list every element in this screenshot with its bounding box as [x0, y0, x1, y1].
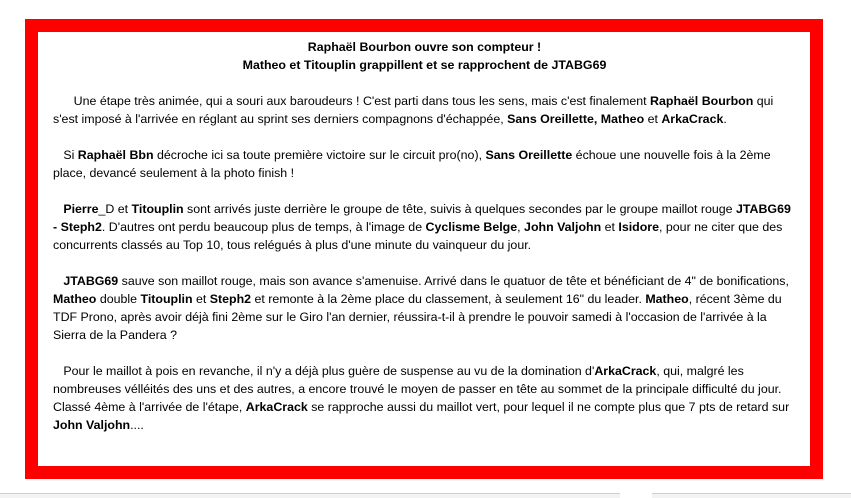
text-run: qui s'est imposé à l'arrivée en réglant au sprint ses derniers compagnons d'échappée,	[53, 94, 774, 126]
bold-name: JTABG69	[63, 274, 119, 288]
title-line-2: Matheo et Titouplin grappillent et se rapprochent de JTABG69	[242, 58, 607, 72]
text-run	[53, 202, 63, 216]
paragraph-1	[53, 92, 796, 128]
bold-name: Titouplin	[131, 202, 184, 216]
bold-name: Matheo	[53, 292, 97, 306]
text-run: .	[723, 112, 727, 126]
bold-name: ArkaCrack	[245, 400, 308, 414]
bold-name: John Valjohn	[53, 418, 131, 432]
red-frame	[25, 19, 823, 479]
bold-name: Titouplin	[140, 292, 193, 306]
text-run: et	[192, 292, 210, 306]
text-run: et	[601, 220, 619, 234]
bold-name: John Valjohn	[524, 220, 602, 234]
text-run: sont arrivés juste derrière le groupe de tête, suivis à quelques secondes par le groupe maillot rouge	[183, 202, 736, 216]
bold-name: Sans Oreillette	[485, 148, 573, 162]
bold-name: Isidore	[618, 220, 660, 234]
text-run: ,	[517, 220, 525, 234]
text-run	[53, 274, 63, 288]
text-run: Si	[53, 148, 78, 162]
bold-name: Sans Oreillette, Matheo	[507, 112, 645, 126]
text-run: , pour ne citer que des concurrents classés au Top 10, tous relégués à plus d'une minute du vainqueur du jour.	[53, 220, 783, 252]
bold-name: Raphaël Bourbon	[650, 94, 754, 108]
title-line-1: Raphaël Bourbon ouvre son compteur !	[307, 40, 542, 54]
text-run: , récent 3ème du TDF Prono, après avoir déjà fini 2ème sur le Giro l'an dernier, réussira-t-il à prendre le pouvoir samedi à l'occasion de l'arrivée à la Sierra de la Pandera ?	[53, 292, 782, 342]
text-run: _D et	[98, 202, 132, 216]
bold-name: ArkaCrack	[661, 112, 724, 126]
text-run: , qui, malgré les nombreuses vélléités des uns et des autres, a encore trouvé le moyen de passer en tête au sommet de la principale difficulté du jour. Classé 4ème à l'arrivée de l'étape,	[53, 364, 782, 414]
text-run: double	[96, 292, 141, 306]
article-box	[38, 32, 810, 466]
bottom-scroll-strip-left	[0, 493, 620, 498]
bold-name: Steph2	[209, 292, 252, 306]
article-title	[53, 38, 796, 74]
text-run: se rapproche aussi du maillot vert, pour lequel il ne compte plus que 7 pts de retard sur	[307, 400, 790, 414]
bold-name: Matheo	[645, 292, 689, 306]
paragraph-5	[53, 362, 796, 434]
text-run: sauve son maillot rouge, mais son avance s'amenuise. Arrivé dans le quatuor de tête et bénéficiant de 4" de bonifications,	[118, 274, 789, 288]
paragraph-3	[53, 200, 796, 254]
text-run: échoue une nouvelle fois à la 2ème place, devancé seulement à la photo finish !	[53, 148, 771, 180]
text-run: ....	[130, 418, 144, 432]
text-run: . D'autres ont perdu beaucoup plus de temps, à l'image de	[101, 220, 426, 234]
bold-name: Raphaël Bbn	[77, 148, 154, 162]
bold-name: JTABG69 - Steph2	[53, 202, 791, 234]
text-run: et remonte à la 2ème place du classement, à seulement 16" du leader.	[251, 292, 646, 306]
text-run: Pour le maillot à pois en revanche, il n'y a déjà plus guère de suspense au vu de la domination d'	[53, 364, 595, 378]
bold-name: Pierre	[63, 202, 99, 216]
text-run: décroche ici sa toute première victoire sur le circuit pro(no),	[153, 148, 486, 162]
bottom-scroll-strip-right	[652, 493, 851, 498]
text-run: Une étape très animée, qui a souri aux baroudeurs ! C'est parti dans tous les sens, mais c'est finalement	[53, 94, 651, 108]
bold-name: ArkaCrack	[594, 364, 657, 378]
paragraph-4	[53, 272, 796, 344]
text-run: et	[644, 112, 662, 126]
paragraph-2	[53, 146, 796, 182]
bold-name: Cyclisme Belge	[425, 220, 518, 234]
